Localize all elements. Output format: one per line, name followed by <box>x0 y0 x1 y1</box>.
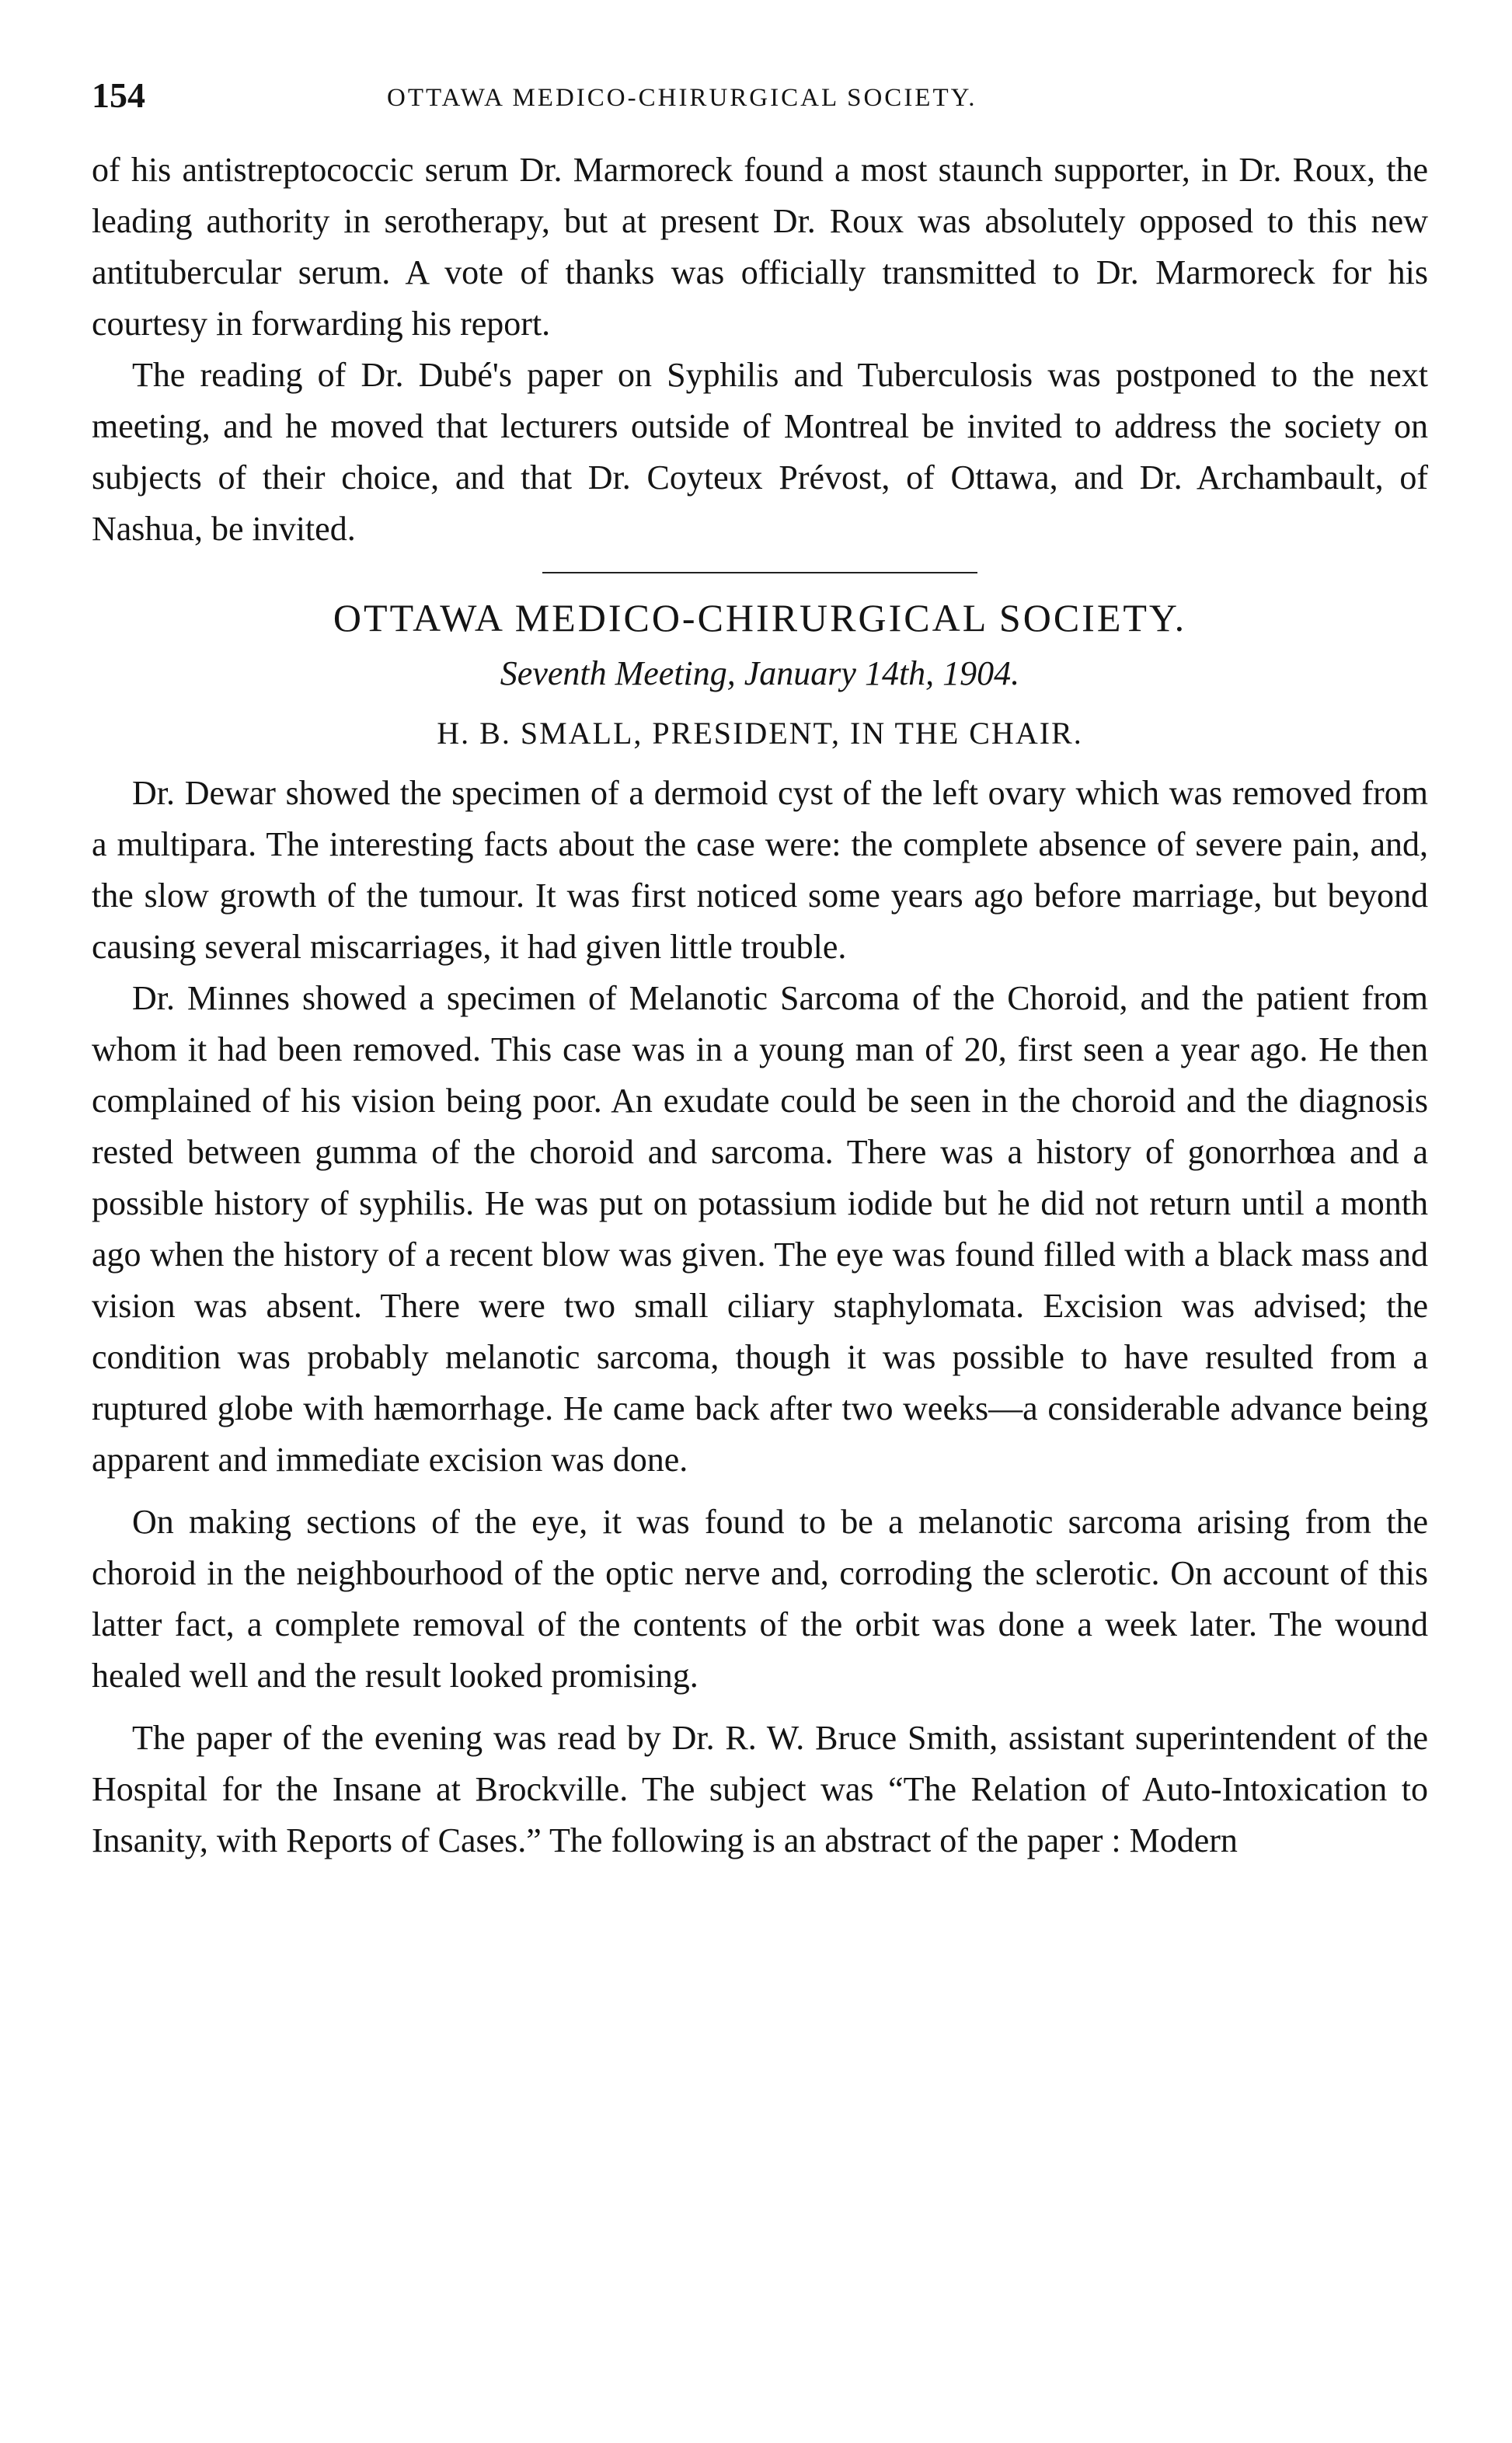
paragraph: Dr. Minnes showed a specimen of Melanotic Sarcoma of the Choroid, and the patient from whom it had been removed. This case was in a young man of 20, first seen a year ago. He then complained of his vision being poor. An exudate could be seen in the choroid and the diagnosis rested between gumma of the choroid and sarcoma. There was a history of gonorrhœa and a possible history of syphilis. He was put on potassium iodide but he did not return until a month ago when the history of a recent blow was given. The eye was found filled with a black mass and vision was absent. There were two small ciliary staphylomata. Excision was advised; the condition was probably melanotic sarcoma, though it was possible to have resulted from a ruptured globe with hæmorrhage. He came back after two weeks—a considerable advance being apparent and immediate excision was done. <box>92 979 1428 1479</box>
paragraph: On making sections of the eye, it was found to be a melanotic sarcoma arising from the choroid in the neighbourhood of the optic nerve and, corroding the sclerotic. On account of this latter fact, a complete removal of the contents of the orbit was done a week later. The wound healed well and the result looked promising. <box>92 1503 1428 1695</box>
running-header <box>92 70 1428 124</box>
paragraph: of his antistreptococcic serum Dr. Marmoreck found a most staunch supporter, in Dr. Roux, the leading authority in serotherapy, but at present Dr. Roux was absolutely opposed to this new antitubercular serum. A vote of thanks was officially transmitted to Dr. Marmoreck for his courtesy in forwarding his report. <box>92 151 1428 343</box>
paragraph-gap <box>92 1486 1428 1497</box>
page-number: 154 <box>92 75 145 115</box>
section-title: OTTAWA MEDICO-CHIRURGICAL SOCIETY. <box>333 596 1187 640</box>
running-title: OTTAWA MEDICO-CHIRURGICAL SOCIETY. <box>387 84 977 112</box>
paragraph: Dr. Dewar showed the specimen of a dermoid cyst of the left ovary which was removed from a multipara. The interesting facts about the case were: the complete absence of severe pain, and, the slow growth of the tumour. It was first noticed some years ago before marriage, but beyond causing several miscarriages, it had given little trouble. <box>92 774 1428 966</box>
chair-line: H. B. SMALL, PRESIDENT, IN THE CHAIR. <box>437 716 1083 751</box>
book-page <box>92 70 1428 1866</box>
paragraph-gap <box>92 1702 1428 1713</box>
section-divider <box>542 572 977 573</box>
paragraph: The paper of the evening was read by Dr. R. W. Bruce Smith, assistant superintendent of the Hospital for the Insane at Brockville. The subject was “The Relation of Auto-Intoxication to Insanity, with Reports of Cases.” The following is an abstract of the paper : Modern <box>92 1719 1428 1859</box>
meeting-subtitle: Seventh Meeting, January 14th, 1904. <box>500 654 1020 692</box>
paragraph: The reading of Dr. Dubé's paper on Syphilis and Tuberculosis was postponed to the next meeting, and he moved that lecturers outside of Montreal be invited to address the society on subjects of their choice, and that Dr. Coyteux Prévost, of Ottawa, and Dr. Archambault, of Nashua, be invited. <box>92 356 1428 548</box>
